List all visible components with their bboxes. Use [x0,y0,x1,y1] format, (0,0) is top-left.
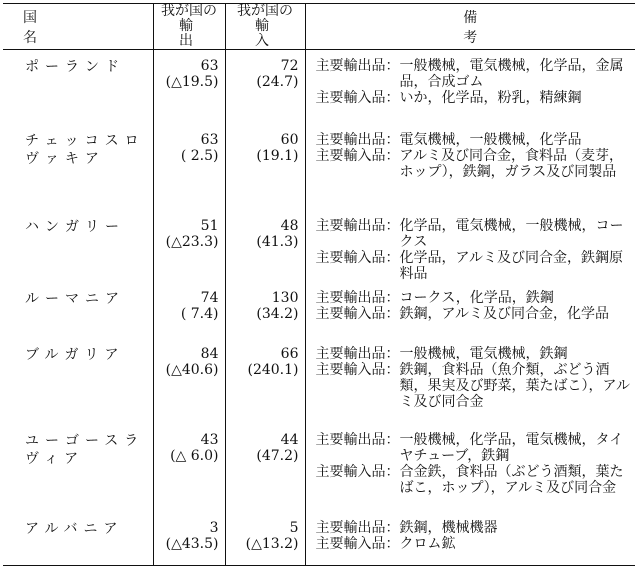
main-imports-label: 主要輸入品： [315,147,400,164]
import-change: (47.2) [256,447,299,464]
import-change: (△13.2) [245,535,299,552]
country-name: ブルガリア [3,338,153,424]
export-change: ( 2.5) [180,147,219,164]
main-imports-label: 主要輸入品： [315,90,400,106]
main-imports-label: 主要輸入品： [315,535,400,552]
main-exports-label: 主要輸出品： [315,431,400,448]
main-imports-label: 主要輸入品： [315,249,400,266]
import-cell [225,512,305,566]
header-import-line1: 我が国の [237,3,293,19]
main-exports-items: 電気機械，一般機械，化学品 [399,131,582,148]
export-value: 63 [200,58,219,74]
main-imports-items: 合金鉄，食料品（ぶどう酒類，葉たばこ，ホップ），アルミ及び同合金 [399,463,624,496]
main-exports [316,520,632,536]
import-value: 5 [289,519,299,536]
import-cell [225,124,305,210]
header-export-line2: 輸出 [179,18,223,49]
country-name: チェッコスロヴァキア [3,124,153,210]
import-change: (41.3) [256,233,299,250]
main-imports-items: アルミ及び同合金，食料品（麦芽，ホップ），鉄鋼，ガラス及び同製品 [399,147,623,180]
remarks-cell [305,210,635,282]
main-exports-label: 主要輸出品： [315,217,400,234]
main-exports [316,290,632,306]
main-imports-label: 主要輸入品： [315,361,400,378]
export-value: 43 [200,431,219,448]
export-value: 84 [200,345,219,362]
country-name: ルーマニア [3,282,153,338]
trade-table [3,3,635,566]
country-name: ハンガリー [3,210,153,282]
main-imports [316,90,632,106]
table-row [3,210,635,282]
table-row [3,512,635,566]
main-imports [316,536,632,552]
main-exports [316,132,632,148]
export-value: 74 [200,289,219,306]
main-imports-items: 化学品，アルミ及び同合金，鉄鋼原料品 [399,249,623,282]
remarks-cell [305,512,635,566]
header-country: 国名 [3,4,153,50]
import-change: (24.7) [256,74,299,90]
header-export-line1: 我が国の [161,3,217,19]
export-value: 3 [209,519,219,536]
main-exports [316,218,632,250]
main-exports [316,58,632,90]
import-change: (19.1) [256,147,299,164]
remarks-cell [305,338,635,424]
table-row [3,424,635,512]
main-exports-items: 鉄鋼，機械機器 [399,519,498,536]
export-change: (△43.5) [165,535,219,552]
export-change: (△40.6) [165,361,219,378]
table-row [3,50,635,124]
remarks-cell [305,50,635,124]
export-cell [153,424,225,512]
remarks-cell [305,424,635,512]
remarks-cell [305,124,635,210]
import-cell [225,338,305,424]
main-imports-label: 主要輸入品： [315,463,400,480]
export-cell [153,338,225,424]
header-row [3,4,635,50]
remarks-cell [305,282,635,338]
main-imports [316,362,632,410]
header-import-line2: 輸入 [255,18,299,49]
main-imports-items: 鉄鋼，食料品（魚介類，ぶどう酒類，果実及び野菜，葉たばこ），アルミ及び同合金 [399,361,630,410]
import-value: 48 [280,217,299,234]
main-exports [316,346,632,362]
import-change: (240.1) [247,361,299,378]
main-exports-label: 主要輸出品： [315,519,400,536]
main-exports-label: 主要輸出品： [315,58,400,74]
main-exports-items: 化学品，電気機械，一般機械，コークス [399,217,624,250]
table-row [3,282,635,338]
import-cell [225,50,305,124]
main-imports-label: 主要輸入品： [315,305,400,322]
header-import [225,4,305,50]
export-change: ( 7.4) [180,305,219,322]
export-value: 63 [200,131,219,148]
main-imports-items: 鉄鋼，アルミ及び同合金，化学品 [399,305,609,322]
table-row [3,124,635,210]
export-cell [153,282,225,338]
export-cell [153,210,225,282]
main-imports [316,148,632,180]
main-exports-label: 主要輸出品： [315,131,400,148]
export-cell [153,512,225,566]
main-exports-label: 主要輸出品： [315,289,400,306]
main-imports [316,464,632,496]
export-change: (△ 6.0) [170,447,219,464]
main-exports-label: 主要輸出品： [315,345,400,362]
header-export [153,4,225,50]
export-value: 51 [200,217,219,234]
main-imports [316,306,632,322]
export-change: (△19.5) [165,74,219,90]
import-cell [225,424,305,512]
import-cell [225,210,305,282]
main-exports-items: 一般機械，電気機械，化学品，金属品，合成ゴム [399,58,624,90]
import-value: 44 [280,431,299,448]
import-value: 66 [280,345,299,362]
header-remarks: 備考 [305,4,635,50]
import-change: (34.2) [256,305,299,322]
main-imports [316,250,632,282]
export-cell [153,50,225,124]
main-imports-items: いか，化学品，粉乳，精練鋼 [399,90,582,106]
export-change: (△23.3) [165,233,219,250]
country-name: ユーゴースラヴィア [3,424,153,512]
import-cell [225,282,305,338]
country-name: ポーランド [3,50,153,124]
main-exports-items: 一般機械，化学品，電気機械，タイヤチューブ，鉄鋼 [399,431,624,464]
main-exports-items: コークス，化学品，鉄鋼 [399,289,554,306]
import-value: 130 [271,289,299,306]
country-name: アルバニア [3,512,153,566]
import-value: 72 [280,58,299,74]
export-cell [153,124,225,210]
main-imports-items: クロム鉱 [399,535,456,552]
main-exports [316,432,632,464]
import-value: 60 [280,131,299,148]
table-row [3,338,635,424]
main-exports-items: 一般機械，電気機械，鉄鋼 [399,345,568,362]
